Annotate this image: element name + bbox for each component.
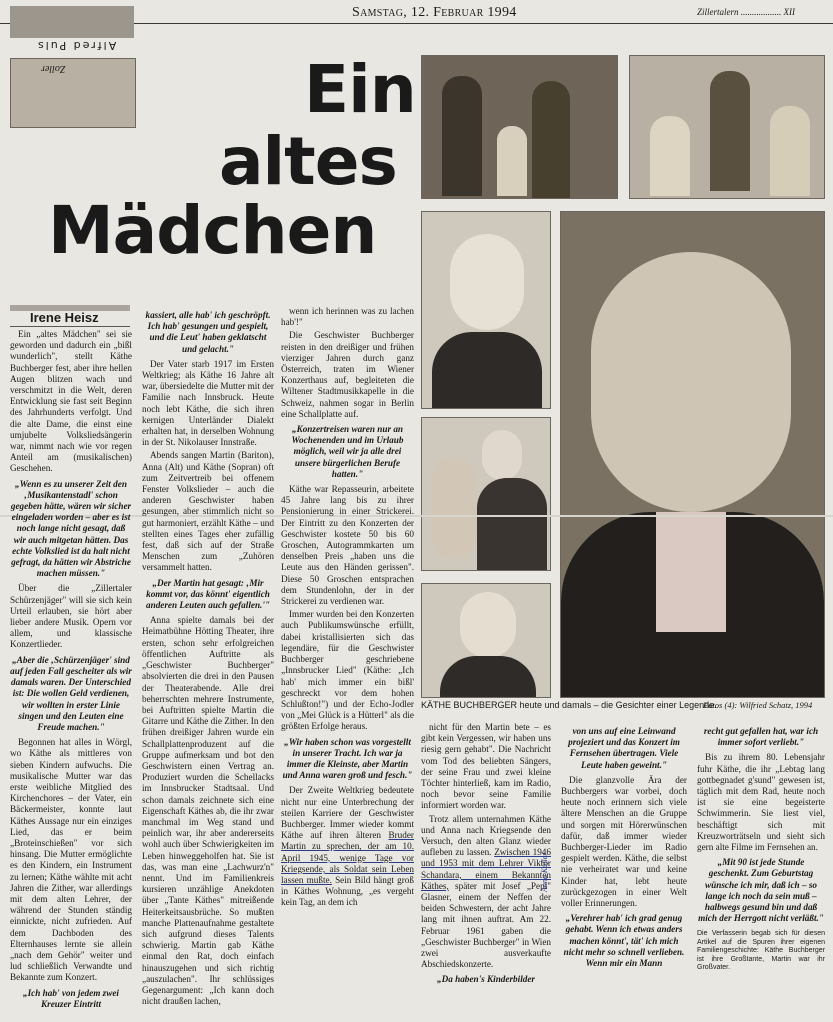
headline-line1: Ein — [304, 51, 416, 128]
photo-kaethe-smiling — [421, 211, 551, 409]
headline-line2: altes — [219, 123, 397, 200]
photo-trio-guitar — [629, 55, 825, 199]
col5-paragraph-1: Die glanzvolle Ära der Buchbergers war vorbei, doch heute noch erinnern sich viele ältere Menschen an die Gruppe und sorgen mit Hörerwünschen dafür, daß immer wieder Buchberger-Lieder im Radio gespielt werden. Käthe, die selbst nie verheiratet war und keine Kinder hat, lebt heute zurückgezogen in einer Welt voller Erinnerungen. — [561, 774, 687, 909]
col1-quote-2: „Aber die ‚Schürzenjäger' sind auf jeden Fall gescheiter als wir damals waren. Der Unterschied ist: Die wollen Geld verdienen, wir wollten in erster Linie singen und den Leuten eine Freude machen." — [10, 654, 132, 732]
photo-kaethe-with-doll — [421, 417, 551, 571]
clipping-strip — [10, 6, 134, 38]
col1-paragraph-1: Ein „altes Mädchen" sei sie geworden und dadurch ein „bißl wunderlich", stellt Käthe Buchberger fest, aber ihre hellen Augen blitzen wach und verschmitzt in die Welt, deren Entwicklung sie fast seit Beginn des Jahrhunderts verfolgt. Und die alte Dame, die einst eine umjubelte Volksliedsängerin war, nimmt nach wie vor regen Anteil am (musikalischen) Geschehen. — [10, 329, 132, 474]
col4-paragraph-1: nicht für den Martin bete – es gibt kein Vergessen, wir haben uns riesig gern gehabt". Die Nachricht vom Tod des beliebten Sängers, der seine Frau und zwei kleine Töchter hinterließ, kam im Radio, noch bevor seine Familie informiert worden war. — [421, 722, 551, 811]
col3-quote-2: „Wir haben schon was vorgestellt in unserer Tracht. Ich war ja immer die Kleinste, aber Martin und Anna waren groß und fesch." — [282, 736, 413, 781]
col5-quote-1: von uns auf eine Leinwand projeziert und das Konzert im Fernsehen übertragen. Viele Leute haben geweint." — [568, 726, 680, 770]
col4-paragraph-2 — [421, 814, 551, 971]
byline-underline — [10, 326, 130, 327]
col3-text-a: Der Zweite Weltkrieg bedeutete nicht nur eine Unterbrechung der steilen Karriere der Geschwister Buchberger. Immer wieder kommt Käthe auf ihren älteren — [281, 785, 414, 841]
col3-paragraph-3: Käthe war Repasseurin, arbeitete 45 Jahre lang bis zu ihrer Pensionierung in einer Strickerei. Der Eintritt zu den Konzerten der Geschwister kostete 50 bis 60 Groschen, Autogrammkarten um denselben Preis „haben uns die Leute aus den Händen gerissen". Diese 50 Groschen entsprachen dem Stundenlohn, der in der Strickerei zu verdienen war. — [281, 484, 414, 607]
col2-quote-2: „Der Martin hat gesagt: ‚Mir kommt vor, das könnt' eigentlich anderen Leuten auch gefallen.'" — [145, 577, 271, 611]
col2-quote-1: kassiert, alle hab' ich geschröpft. Ich hab' gesungen und gespielt, und die Leut' haben geklatscht und gelacht." — [145, 310, 271, 354]
col3-paragraph-4: Immer wurden bei den Konzerten auch Publikumswünsche erfüllt, dabei kristallisierten sich das legendäre, für die Geschwister Buchberger geschriebene „Innsbrucker Lied" (Käthe: „Ich hab' mich immer ein bißl' geschreckt vor dem hohen Schlußton!") und der Echo-Jodler von „Mei Glück is a Hütterl" als die größten Erfolge heraus. — [281, 609, 414, 732]
col3-quote-1: „Konzertreisen waren nur an Wochenenden und im Urlaub möglich, weil wir ja alle drei unsere bürgerlichen Berufe hatten." — [291, 424, 404, 479]
col2-paragraph-2: Abends sangen Martin (Bariton), Anna (Alt) und Käthe (Sopran) oft zum Zeitvertreib bei offenem Fenster Volkslieder – auch die anderen Geschwister haben gesungen, aber stimmlich nicht so gut harmoniert, erzählt Käthe – und stellten eines Tages eher zufällig fest, daß sich auf der Straße Menschen zum „Zuhören versammelt hatten. — [142, 450, 274, 573]
clipping-photo — [10, 58, 136, 128]
headline-line3: Mädchen — [48, 192, 377, 269]
column-6 — [697, 722, 825, 1018]
header-paper — [697, 7, 795, 17]
col3-text-b: Sein Bild hängt groß in Käthes Wohnung, „es vergeht kein Tag, an dem ich — [281, 874, 414, 908]
photo-kaethe-portrait — [421, 583, 551, 698]
col3-highlight-martin: Bruder Martin zu sprechen, der am 10. April 1945, wenige Tage vor Kriegsende, als Soldat sein Leben lassen mußte. — [281, 830, 414, 885]
col3-paragraph-5 — [281, 785, 414, 908]
col6-quote-1: recht gut gefallen hat, war ich immer sofort verliebt." — [703, 726, 819, 748]
handwritten-note: Anna Kofler — [540, 852, 549, 892]
photo-trio-stage — [421, 55, 618, 199]
col3-paragraph-2: Die Geschwister Buchberger reisten in den dreißiger und frühen vierziger Jahren durch ganz Österreich, traten im Wiener Konzerthaus auf, begleiteten die Wiltener Stadtmusikkapelle in die Schweiz, nahmen sogar in Berlin eine Schallplatte auf. — [281, 330, 414, 419]
col6-paragraph-1: Bis zu ihrem 80. Lebensjahr fuhr Käthe, die ihr „Lebtag lang gottbegnadet g'sund" gewesen ist, täglich mit dem Rad, heute noch ist sie eine begeisterte Schwimmerin. Sie liest viel, beschäftigt sich mit Kreuzworträtseln und sieht sich gern alte Filme im Fernsehen an. — [697, 752, 825, 853]
col4-text-a: Trotz allem unternahmen Käthe und Anna nach Kriegsende den Versuch, den alten Glanz wieder aufleben zu lassen. — [421, 813, 551, 858]
photo-caption: KÄTHE BUCHBERGER heute und damals – die Gesichter einer Legende. — [421, 700, 717, 710]
col6-footnote: Die Verfasserin begab sich für diesen Artikel auf die Spuren ihrer eigenen Familiengeschichte: Käthe Buchberger ist ihre Großtante, Martin war ihr Großvater. — [697, 930, 825, 972]
col3-paragraph-1: wenn ich herinnen was zu lachen hab'!" — [281, 306, 414, 328]
col6-quote-2: „Mit 90 ist jede Stunde geschenkt. Zum Geburtstag wünsche ich mir, daß ich – so lange ich noch da sein muß – halbwegs gesund bin und daß mich der Herrgott nicht verläßt." — [698, 857, 824, 924]
byline: Irene Heisz — [30, 310, 99, 325]
col4-text-b: später mit Josef „Pepi" Glasner, einem der Neffen der beiden Schwestern, der acht Jahre lang mit ihnen auftrat. Am 22. Februar 1961 gaben die „Geschwister Buchberger" in Wien zwei ausverkaufte Abschiedskonzerte. — [421, 880, 551, 970]
header-date: Samstag, 12. Februar 1994 — [352, 5, 517, 20]
col4-highlight-schandara: Zwischen 1946 und 1953 mit dem Lehrer Viktor Schandara, einem Bekannten Käthes, — [421, 847, 551, 891]
column-1 — [10, 329, 132, 1019]
header-paper-name: Zillertalern .................. — [697, 7, 782, 17]
col4-quote-1: „Da haben's Kinderbilder — [436, 974, 535, 985]
col1-quote-1: „Wenn es zu unserer Zeit den ‚Musikantenstadl' schon gegeben hätte, wären wir sicher eingeladen worden – aber es ist noch lange nicht gesagt, daß wir auch mitgetan hätten. Das echte Volkslied ist da halt nicht gefragt, da hätten wir Abstriche machen müssen." — [10, 478, 132, 579]
header-page-number: XII — [783, 7, 796, 17]
column-5 — [561, 722, 687, 1018]
col2-paragraph-3: Anna spielte damals bei der Heimatbühne Hötting Theater, ihre ersten, schon sehr erfolgreichen öffentlichen Auftritte als „Geschwister Buchberger" absolvierten die drei in den Pausen der Theaterabende. Alle drei beherrschten mehrere Instrumente, bei Auftritten spielte Martin die Gitarre und Käthe die Zither. In den frühen dreißiger Jahren wurde ein Schallplattenproduzent auf die Gruppe aufmerksam und bot den Geschwistern einen Vertrag an. Produziert wurden die Schellacks im Innsbrucker Stadtsaal. Und schon damals zeichnete sich eine Eigenschaft Käthes ab, die ihr zwar manchmal im Weg stand und peinlich war, ihr aber andererseits wohl auch über Schwierigkeiten im Leben hinweggeholfen hat. Sie ist das, was man eine „Lachwurz'n" nennt. Und im Familienkreis kursieren unzählige Anekdoten über „Tante Käthes" mitreißende Heiterkeitsausbrüche. So mußten manche Plattenaufnahme gestaltete sich aufgrund dieses Talents schwierig. Martin gab Käthe einmal den Rat, doch einfach hinauszugehen und sich richtig „auszulachen". Ihr schlüssiges Gegenargument: „Ich kann doch nicht draußen lachen, — [142, 615, 274, 1007]
photo-kaethe-closeup — [560, 211, 825, 698]
photo-credit: Fotos (4): Wilfried Schatz, 1994 — [703, 700, 813, 710]
column-4 — [421, 722, 551, 1018]
column-2 — [142, 306, 274, 1018]
col5-quote-2: „Verehrer hab' ich grad genug gehabt. Wenn ich etwas anders machen könnt', tät' ich mich nicht mehr so schnell verlieben. Wenn mir ein Mann — [563, 913, 685, 969]
col1-quote-3: „Ich hab' von jedem zwei Kreuzer Eintritt — [23, 987, 119, 1009]
col1-paragraph-3: Begonnen hat alles in Wörgl, wo Käthe als mittleres von sieben Kindern aufwuchs. Die musikalische Mutter war das erste weibliche Mitglied des Kirchenchores – der Vater, ein Bäckermeister, konnte laut Käthes Aussage nur ein einziges Lied, das er beim „Broteinschießen" vor sich hinsang. Die Mutter ermöglichte es den Kindern, ein Instrument zu lernen; Käthe wählte mit acht Jahren die Zither, war allerdings mit dem alten Lehrer, der während der Stunden ständig einnickte, nicht zufrieden. Auf dem Dachboden des Elternhauses lernte sie allein „nach dem Gehör" weiter und lud schließlich Verwandte und Bekannte zum Konzert. — [10, 737, 132, 983]
col2-paragraph-1: Der Vater starb 1917 im Ersten Weltkrieg; als Käthe 16 Jahre alt war, übersiedelte die Mutter mit der Familie nach Innsbruck. Heute noch lebt Käthe, die sich ihren kernigen Unterländer Dialekt erhalten hat, in derselben Wohnung in der St. Nikolauser Innstraße. — [142, 358, 274, 448]
col1-paragraph-2: Über die „Zillertaler Schürzenjäger" will sie sich kein Urteil erlauben, sie hört aber lieber andere Musik. Opern vor allem, und klassische Konzertlieder. — [10, 583, 132, 650]
clipping-author: Alfred Puls — [36, 39, 117, 52]
clipping-ad-text: Zoller — [41, 63, 66, 74]
column-3 — [281, 306, 414, 1018]
